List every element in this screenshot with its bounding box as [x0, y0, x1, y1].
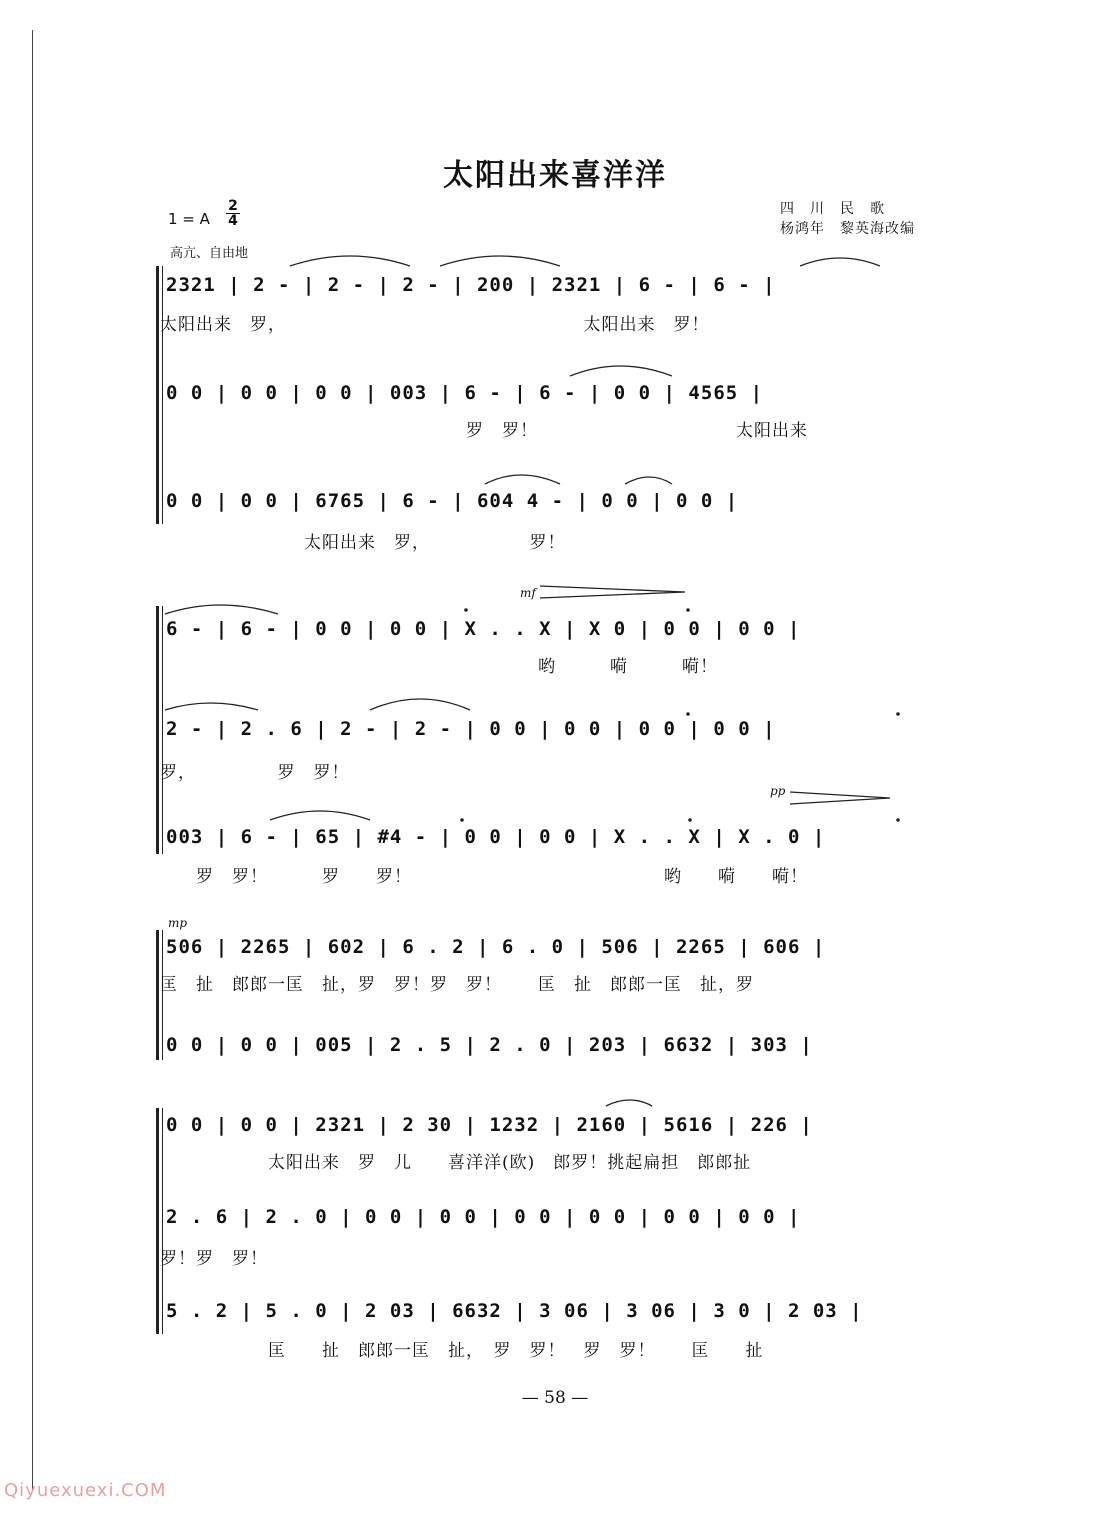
- notes: 2 - | 2 . 6 | 2 - | 2 - | 0 0 | 0 0 | 0 0 | 0 0 |: [166, 718, 776, 740]
- lyrics: 罗， 罗 罗！: [160, 763, 350, 783]
- page-number: — 58 —: [521, 1388, 589, 1408]
- lyrics: 太阳出来 罗， 罗！: [160, 533, 566, 553]
- system-3-bracket: [156, 930, 159, 1060]
- notes: 0 0 | 0 0 | 2321 | 2 30 | 1232 | 2160 | 5616 | 226 |: [166, 1114, 813, 1136]
- system-4-part-2: [160, 1206, 985, 1269]
- meter-bottom: 4: [226, 213, 240, 228]
- notes: 506 | 2265 | 602 | 6 . 2 | 6 . 0 | 506 | 2265 | 606 |: [166, 936, 826, 958]
- notes: 5 . 2 | 5 . 0 | 2 03 | 6632 | 3 06 | 3 06 | 3 0 | 2 03 |: [166, 1300, 863, 1322]
- notes: 0 0 | 0 0 | 0 0 | 003 | 6 - | 6 - | 0 0 | 4565 |: [166, 382, 764, 404]
- system-2-part-1: [160, 618, 985, 677]
- notes: 2321 | 2 - | 2 - | 2 - | 200 | 2321 | 6 - | 6 - |: [166, 274, 776, 296]
- notes: 0 0 | 0 0 | 6765 | 6 - | 604 4 - | 0 0 | 0 0 |: [166, 490, 739, 512]
- lyrics: 哟 嗬 嗬！: [160, 657, 718, 677]
- system-2-part-3: [160, 826, 985, 887]
- dynamic-mf: mf: [520, 586, 536, 600]
- site-watermark: Qiyuexuexi.COM: [4, 1480, 167, 1501]
- dynamic-mp: mp: [168, 916, 188, 930]
- lyrics: 太阳出来 罗 儿 喜洋洋(欧) 郎罗！挑起扁担 郎郎扯: [160, 1153, 752, 1173]
- system-4-bracket: [156, 1108, 159, 1334]
- system-3-part-2: [160, 1034, 985, 1078]
- system-2-bracket: [156, 606, 159, 854]
- key-signature: 1 = A: [168, 210, 210, 228]
- system-4-part-1: [160, 1114, 985, 1173]
- lyrics: 罗！罗 罗！: [160, 1249, 268, 1269]
- system-4-part-3: [160, 1300, 985, 1361]
- tempo-marking: 高亢、自由地: [170, 246, 249, 261]
- credit-arranger: 杨鸿年 黎英海改编: [780, 221, 915, 237]
- meter-top: 2: [228, 198, 238, 214]
- lyrics: 匡 扯 郎郎一匡 扯，罗 罗！罗 罗！ 匡 扯 郎郎一匡 扯，罗: [160, 975, 754, 995]
- lyrics: 罗 罗！ 太阳出来: [160, 421, 808, 441]
- notes: 6 - | 6 - | 0 0 | 0 0 | X . . X | X 0 | 0 0 | 0 0 |: [166, 618, 801, 640]
- notes: 0 0 | 0 0 | 005 | 2 . 5 | 2 . 0 | 203 | 6632 | 303 |: [166, 1034, 813, 1056]
- system-3-part-1: [160, 936, 985, 995]
- notes: 2 . 6 | 2 . 0 | 0 0 | 0 0 | 0 0 | 0 0 | 0 0 | 0 0 |: [166, 1206, 801, 1228]
- system-2-part-2: [160, 718, 985, 783]
- lyrics: 罗 罗！ 罗 罗！ 哟 嗬 嗬！: [160, 867, 808, 887]
- lyrics: 匡 扯 郎郎一匡 扯， 罗 罗！ 罗 罗！ 匡 扯: [160, 1341, 764, 1361]
- lyrics: 太阳出来 罗， 太阳出来 罗！: [160, 315, 710, 335]
- dynamic-pp: pp: [770, 784, 786, 798]
- song-title: 太阳出来喜洋洋: [443, 158, 667, 193]
- credit-origin: 四 川 民 歌: [780, 201, 885, 217]
- notes: 003 | 6 - | 65 | #4 - | 0 0 | 0 0 | X . . X | X . 0 |: [166, 826, 826, 848]
